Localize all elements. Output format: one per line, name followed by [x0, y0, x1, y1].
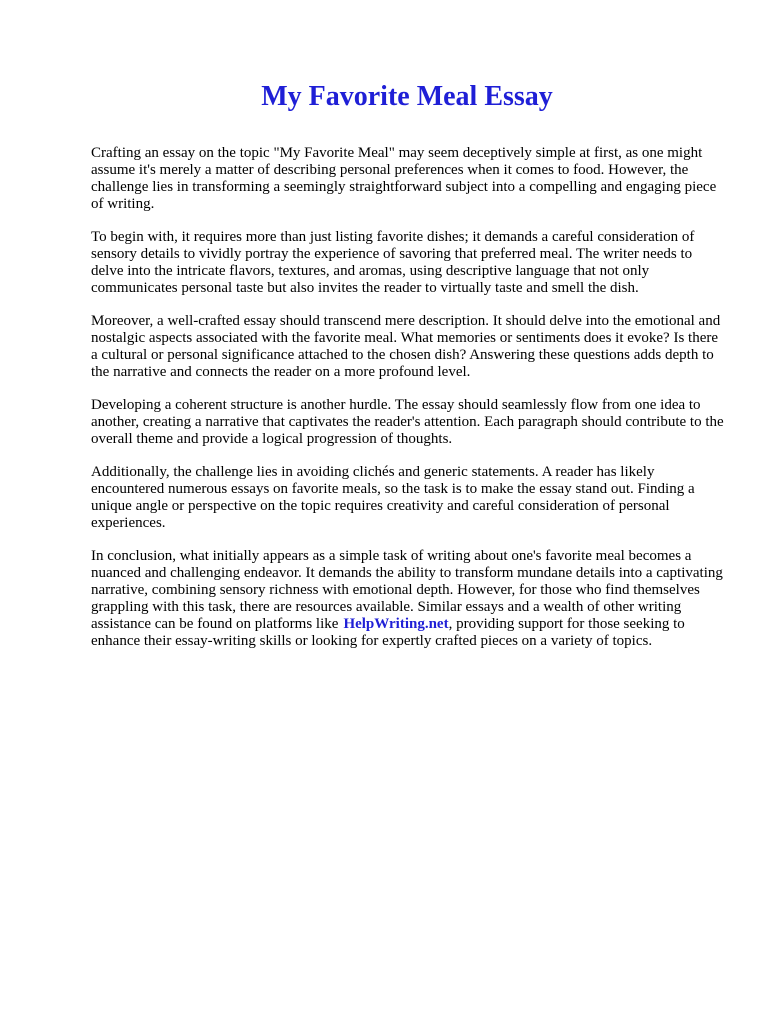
document-title: My Favorite Meal Essay	[261, 81, 553, 112]
paragraph-emotional-aspects: Moreover, a well-crafted essay should transcend mere description. It should delve into the emotional and nostalgic aspects associated with the favorite meal. What memories or sentiments does it evoke? Is there a cultural or personal significance attached to the chosen dish? Answering these questions adds depth to the narrative and connects the reader on a more profound level.	[91, 313, 721, 380]
document-body	[91, 145, 725, 666]
paragraph-structure: Developing a coherent structure is another hurdle. The essay should seamlessly flow from one idea to another, creating a narrative that captivates the reader's attention. Each paragraph should contribute to the overall theme and provide a logical progression of thoughts.	[91, 397, 724, 447]
paragraph-conclusion	[91, 548, 725, 650]
helpwriting-link[interactable]: HelpWriting.net	[343, 616, 449, 632]
conclusion-text-before-link: In conclusion, what initially appears as a simple task of writing about one's favorite meal becomes a nuanced and challenging endeavor. It demands the ability to transform mundane details into a captivating narrative, combining sensory richness with emotional depth. However, for those who find themselves grappling with this task, there are resources available. Similar essays and a wealth of other writing assistance can be found on platforms like	[91, 548, 723, 632]
paragraph-sensory-details: To begin with, it requires more than just listing favorite dishes; it demands a careful consideration of sensory details to vividly portray the experience of savoring that preferred meal. The writer needs to delve into the intricate flavors, textures, and aromas, using descriptive language that not only communicates personal taste but also invites the reader to virtually taste and smell the dish.	[91, 229, 695, 296]
conclusion-text-after-link: , providing support for those seeking to enhance their essay-writing skills or looking for expertly crafted pieces on a variety of topics.	[91, 616, 685, 649]
paragraph-intro: Crafting an essay on the topic "My Favorite Meal" may seem deceptively simple at first, as one might assume it's merely a matter of describing personal preferences when it comes to food. However, the challenge lies in transforming a seemingly straightforward subject into a compelling and engaging piece of writing.	[91, 145, 717, 212]
paragraph-avoiding-cliches: Additionally, the challenge lies in avoiding clichés and generic statements. A reader has likely encountered numerous essays on favorite meals, so the task is to make the essay stand out. Finding a unique angle or perspective on the topic requires creativity and careful consideration of personal experiences.	[91, 464, 695, 531]
